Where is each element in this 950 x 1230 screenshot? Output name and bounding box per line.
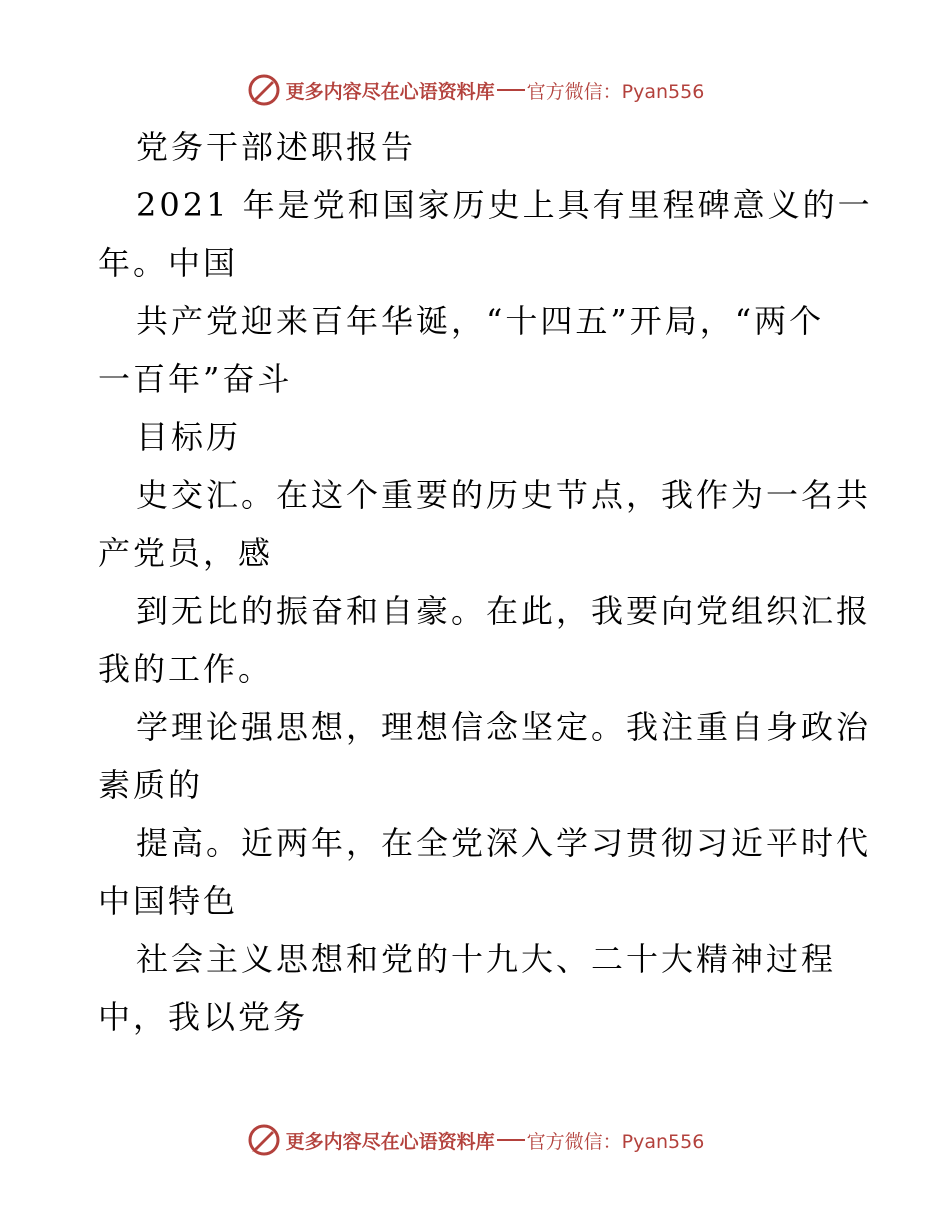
quill-pen-logo-icon [246, 1122, 282, 1158]
banner-wechat: 官方微信：Pyan556 [526, 80, 705, 103]
quill-pen-logo-icon [246, 72, 282, 108]
paragraph-line: 我的工作。 [98, 650, 274, 688]
paragraph-line: 提高。近两年，在全党深入学习贯彻习近平时代 [136, 824, 872, 862]
paragraph-line: 到无比的振奋和自豪。在此，我要向党组织汇报 [136, 592, 872, 630]
document-body [98, 118, 873, 1046]
paragraph-line: 一百年”奋斗 [98, 360, 293, 398]
paragraph-line: 社会主义思想和党的十九大、二十大精神过程 [136, 940, 837, 978]
paragraph-line: 共产党迎来百年华诞，“十四五”开局，“两个 [136, 302, 825, 340]
banner-dash [497, 89, 525, 91]
paragraph-line: 目标历 [136, 418, 242, 456]
paragraph-line: 年。中国 [98, 244, 239, 282]
document-title: 党务干部述职报告 [136, 128, 417, 166]
banner-text: 更多内容尽在心语资料库 [285, 80, 495, 103]
paragraph-line: 素质的 [98, 766, 204, 804]
banner-text: 更多内容尽在心语资料库 [285, 1130, 495, 1153]
paragraph-line: 2021 年是党和国家历史上具有里程碑意义的一 [136, 186, 873, 224]
paragraph-line: 学理论强思想，理想信念坚定。我注重自身政治 [136, 708, 872, 746]
paragraph-line: 中国特色 [98, 882, 239, 920]
header-watermark-banner [0, 70, 950, 110]
paragraph-line: 产党员，感 [98, 534, 274, 572]
banner-wechat: 官方微信：Pyan556 [526, 1130, 705, 1153]
footer-watermark-banner [0, 1120, 950, 1160]
paragraph-line: 史交汇。在这个重要的历史节点，我作为一名共 [136, 476, 872, 514]
banner-dash [497, 1139, 525, 1141]
paragraph-line: 中，我以党务 [98, 998, 309, 1036]
